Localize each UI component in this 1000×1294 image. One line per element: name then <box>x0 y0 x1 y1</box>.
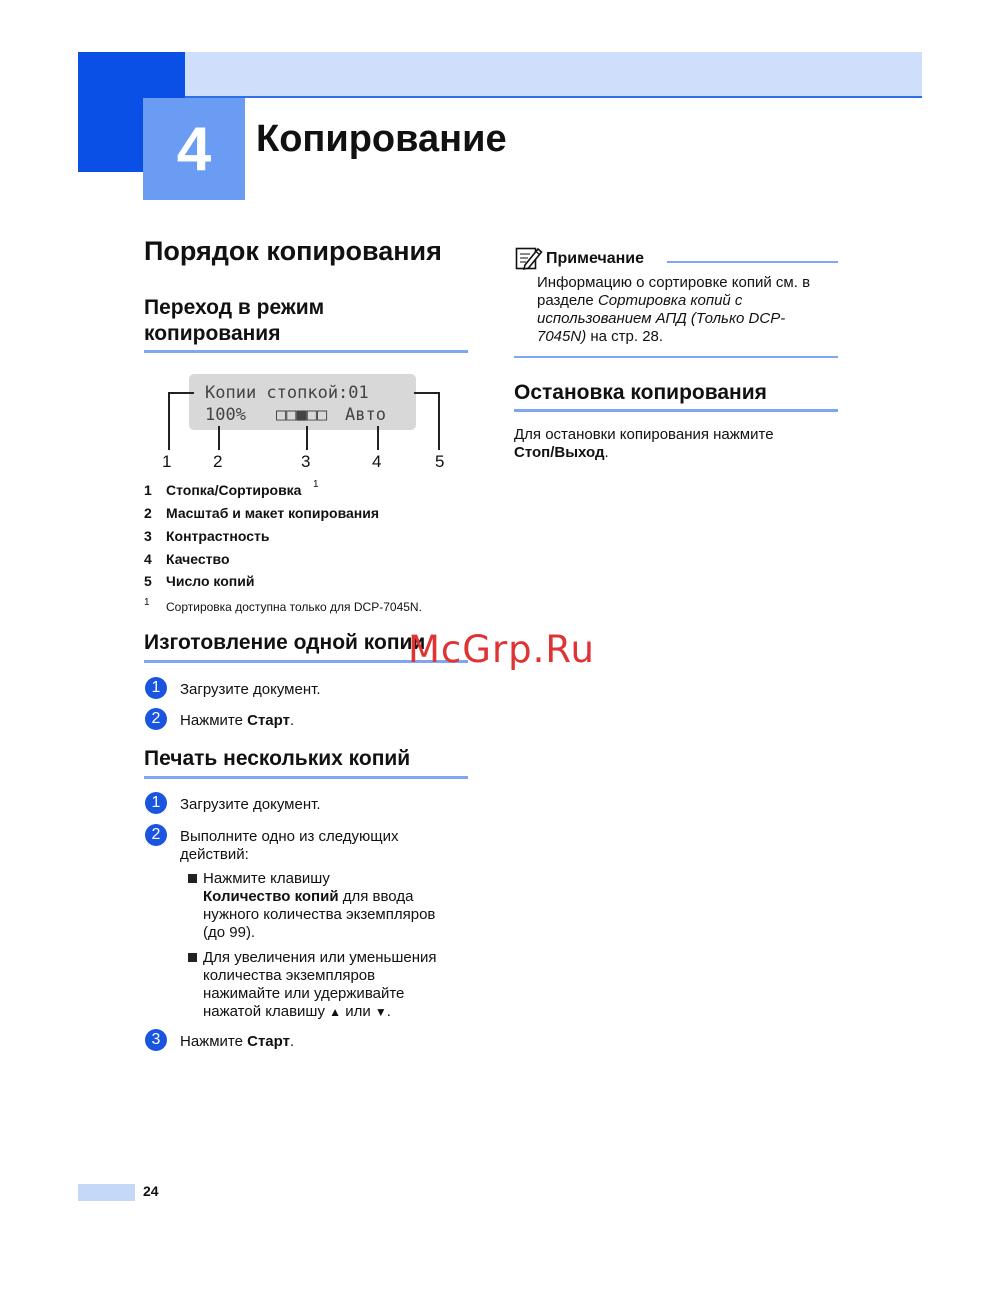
callout-2: 2 <box>213 452 223 471</box>
callout-1: 1 <box>162 452 172 471</box>
copies-key: Количество копий <box>203 888 339 905</box>
single-copy-heading: Изготовление одной копии <box>144 631 426 654</box>
chapter-number: 4 <box>143 98 245 200</box>
mode-heading-line2: копирования <box>144 322 281 345</box>
multi-copy-underline <box>144 776 468 779</box>
legend-num: 3 <box>144 528 152 544</box>
legend-num: 5 <box>144 573 152 589</box>
step-text: Нажмите Старт. <box>180 712 295 729</box>
step-2-badge: 2 <box>145 824 167 846</box>
chapter-header-band <box>185 52 922 97</box>
step-2-badge: 2 <box>145 708 167 730</box>
legend-text: Масштаб и макет копирования <box>166 505 380 521</box>
step-text: Выполните одно из следующих действий: <box>180 828 399 863</box>
legend-text: Качество <box>166 551 230 567</box>
start-key: Старт <box>247 712 290 729</box>
callout-4-v <box>377 426 379 450</box>
step-1-badge: 1 <box>145 677 167 699</box>
callout-5-v <box>438 392 440 450</box>
mode-heading-underline <box>144 350 468 353</box>
step-text: Загрузите документ. <box>180 681 321 698</box>
legend-num: 1 <box>144 482 152 498</box>
chapter-header-rule <box>185 96 922 98</box>
footnote-text: Сортировка доступна только для DCP-7045N. <box>166 600 422 614</box>
down-arrow-icon: ▼ <box>374 1005 387 1019</box>
legend-text: Число копий <box>166 573 255 589</box>
note-title-rule <box>667 261 838 263</box>
callout-1-v <box>168 392 170 450</box>
up-arrow-icon: ▲ <box>329 1005 342 1019</box>
step-1-badge: 1 <box>145 792 167 814</box>
mode-heading-line1: Переход в режим <box>144 296 325 319</box>
multi-copy-heading: Печать нескольких копий <box>144 747 411 770</box>
footnote-mark: 1 <box>144 597 150 608</box>
bullet <box>188 874 197 883</box>
step-text: Загрузите документ. <box>180 796 321 813</box>
callout-4: 4 <box>372 452 382 471</box>
start-key: Старт <box>247 1033 290 1050</box>
lcd-line1: Копии стопкой:01 <box>205 383 369 403</box>
callout-5-h <box>414 392 440 394</box>
mode-heading <box>144 295 324 347</box>
note-title: Примечание <box>546 250 645 267</box>
chapter-title: Копирование <box>256 118 507 160</box>
callout-2-v <box>218 426 220 450</box>
note-pencil-icon <box>515 245 543 271</box>
callout-3-v <box>306 426 308 450</box>
bullet-text: Нажмите клавишу Количество копий для ввода нужного количества экземпляров (до 99). <box>203 870 436 941</box>
callout-5: 5 <box>435 452 445 471</box>
callout-1-h <box>168 392 194 394</box>
lcd-zoom: 100% <box>205 405 246 425</box>
legend-text: Контрастность <box>166 528 270 544</box>
stop-copy-text: Для остановки копирования нажмите Стоп/Выход. <box>514 426 774 461</box>
stop-key: Стоп/Выход <box>514 444 605 461</box>
legend-footnote-ref: 1 <box>313 479 319 490</box>
stop-copy-underline <box>514 409 838 412</box>
page-number-tab <box>78 1184 135 1201</box>
section-title: Порядок копирования <box>144 236 442 266</box>
legend-num: 2 <box>144 505 152 521</box>
bullet-text: Для увеличения или уменьшения количества экземпляров нажимайте или удерживайте нажатой клавишу ▲ или ▼. <box>203 949 437 1020</box>
stop-copy-heading: Остановка копирования <box>514 381 767 404</box>
lcd-quality: Авто <box>345 405 386 425</box>
page-number: 24 <box>143 1183 159 1199</box>
legend-num: 4 <box>144 551 152 567</box>
step-3-badge: 3 <box>145 1029 167 1051</box>
watermark: McGrp.Ru <box>408 628 595 671</box>
callout-3: 3 <box>301 452 311 471</box>
step-text: Нажмите Старт. <box>180 1033 295 1050</box>
note-text: Информацию о сортировке копий см. в разделе Сортировка копий с использованием АПД (Только DCP- 7045N) на стр. 28. <box>537 274 811 345</box>
bullet <box>188 953 197 962</box>
lcd-contrast: □□■□□ <box>276 405 328 425</box>
legend-text: Стопка/Сортировка <box>166 482 302 498</box>
note-bottom-rule <box>514 356 838 358</box>
